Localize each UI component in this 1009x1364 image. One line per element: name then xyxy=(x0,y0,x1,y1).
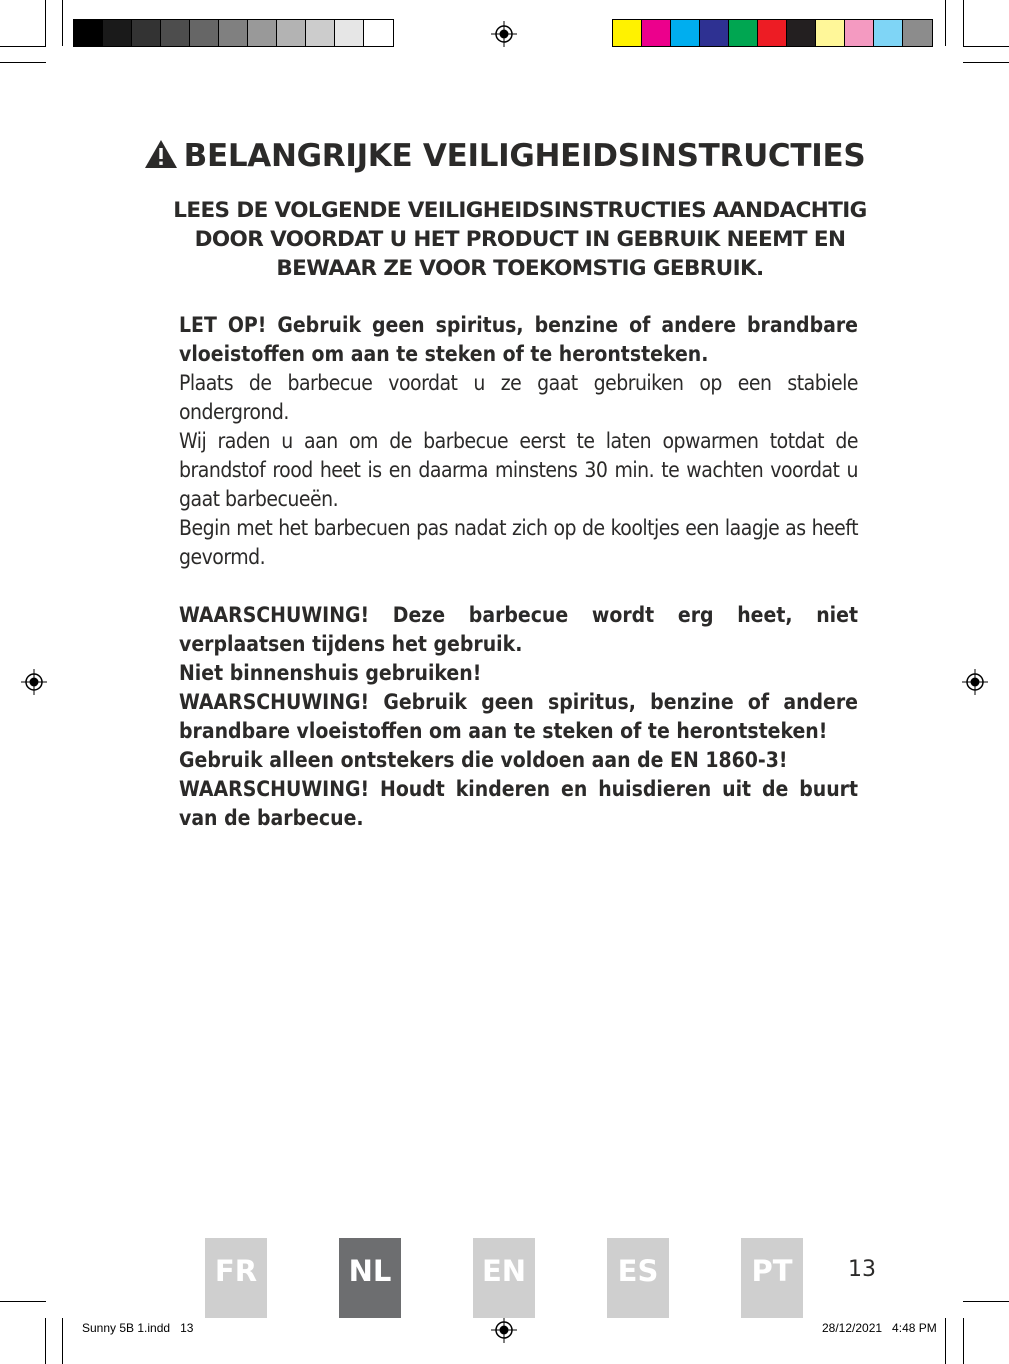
warning-icon xyxy=(144,139,178,169)
crop-mark xyxy=(0,46,46,47)
registration-mark-icon xyxy=(491,1317,517,1343)
instructions-body xyxy=(179,311,858,833)
color-swatch xyxy=(306,20,335,46)
color-swatch xyxy=(729,20,758,46)
color-swatch xyxy=(364,20,393,46)
paragraph: LET OP! Gebruik geen spiritus, benzine of andere brandbare vloeistoffen om aan te steken of te herontsteken. xyxy=(179,313,858,366)
color-swatch xyxy=(103,20,132,46)
subtitle-line: LEES DE VOLGENDE VEILIGHEIDSINSTRUCTIES AANDACHTIG xyxy=(173,198,867,223)
subtitle-line: DOOR VOORDAT U HET PRODUCT IN GEBRUIK NEEMT EN xyxy=(194,227,846,252)
color-swatch xyxy=(190,20,219,46)
color-swatch xyxy=(816,20,845,46)
color-swatch xyxy=(132,20,161,46)
slug-date: 28/12/2021 4:48 PM xyxy=(822,1321,937,1335)
crop-mark xyxy=(963,1301,1009,1302)
crop-mark xyxy=(45,1318,46,1364)
crop-mark xyxy=(963,0,964,46)
language-tab-en[interactable]: EN xyxy=(473,1238,535,1318)
language-tab-nl[interactable]: NL xyxy=(339,1238,401,1318)
registration-mark-icon xyxy=(962,669,988,695)
language-tab-pt[interactable]: PT xyxy=(741,1238,803,1318)
crop-mark xyxy=(963,46,1009,47)
paragraph: Niet binnenshuis gebruiken! xyxy=(179,661,482,685)
paragraph: Begin met het barbecuen pas nadat zich op de kooltjes een laagje as heeft gevormd. xyxy=(179,516,858,569)
crop-mark xyxy=(963,62,1009,63)
color-swatch xyxy=(335,20,364,46)
crop-mark xyxy=(62,0,63,46)
color-swatch xyxy=(161,20,190,46)
page-title-row xyxy=(0,138,1009,174)
paragraph: WAARSCHUWING! Gebruik geen spiritus, benzine of andere brandbare vloeistoffen om aan te steken of te herontsteken! xyxy=(179,690,858,743)
registration-mark-icon xyxy=(21,669,47,695)
color-swatch xyxy=(74,20,103,46)
color-swatch xyxy=(700,20,729,46)
paragraph: Gebruik alleen ontstekers die voldoen aan de EN 1860-3! xyxy=(179,748,788,772)
crop-mark xyxy=(963,1318,964,1364)
crop-mark xyxy=(0,1301,46,1302)
color-swatch xyxy=(671,20,700,46)
color-swatch xyxy=(642,20,671,46)
crop-mark xyxy=(945,1318,946,1364)
subtitle xyxy=(150,196,890,283)
slug-file: Sunny 5B 1.indd 13 xyxy=(82,1321,194,1335)
color-swatch xyxy=(903,20,932,46)
subtitle-line: BEWAAR ZE VOOR TOEKOMSTIG GEBRUIK. xyxy=(276,256,764,281)
color-swatch xyxy=(613,20,642,46)
color-swatch xyxy=(219,20,248,46)
page-number: 13 xyxy=(848,1257,876,1282)
color-swatch xyxy=(787,20,816,46)
color-swatch xyxy=(248,20,277,46)
language-tab-fr[interactable]: FR xyxy=(205,1238,267,1318)
color-swatch xyxy=(874,20,903,46)
crop-mark xyxy=(0,62,46,63)
registration-mark-icon xyxy=(491,21,517,47)
color-swatch xyxy=(758,20,787,46)
crop-mark xyxy=(45,0,46,46)
color-swatch xyxy=(845,20,874,46)
color-swatch xyxy=(277,20,306,46)
paragraph: Wij raden u aan om de barbecue eerst te laten opwarmen totdat de brandstof rood heet is en daarma minstens 30 min. te wachten voordat u gaat barbecueën. xyxy=(179,429,858,511)
process-color-bar xyxy=(612,19,933,47)
paragraph: Plaats de barbecue voordat u ze gaat gebruiken op een stabiele ondergrond. xyxy=(179,371,858,424)
page-title: BELANGRIJKE VEILIGHEIDSINSTRUCTIES xyxy=(183,138,866,174)
crop-mark xyxy=(945,0,946,46)
paragraph: WAARSCHUWING! Houdt kinderen en huisdieren uit de buurt van de barbecue. xyxy=(179,777,858,830)
grayscale-color-bar xyxy=(73,19,394,47)
crop-mark xyxy=(62,1318,63,1364)
paragraph: WAARSCHUWING! Deze barbecue wordt erg heet, niet verplaatsen tijdens het gebruik. xyxy=(179,603,858,656)
language-tab-es[interactable]: ES xyxy=(607,1238,669,1318)
